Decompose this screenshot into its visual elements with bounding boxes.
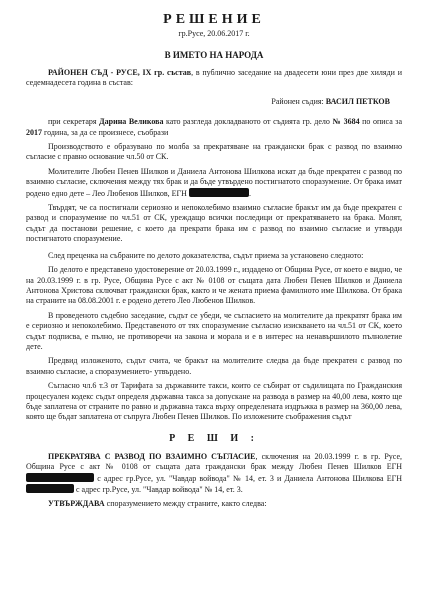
paragraph-secretary <box>26 117 402 138</box>
paragraph-court <box>26 68 402 89</box>
text-span: с адрес гр.Русе, ул. "Чавдар войвода" № 14, ет. 3 и Даниела Антонова Шилкова ЕГН <box>94 473 402 483</box>
text-span: при секретаря <box>48 117 100 127</box>
terminates-bold: ПРЕКРАТЯВА С РАЗВОД ПО ВЗАИМНО СЪГЛАСИЕ <box>48 451 256 461</box>
text-span: година, за да се произнесе, съобрази <box>42 127 169 137</box>
decides-heading: Р Е Ш И : <box>169 432 259 444</box>
redacted-block <box>189 188 249 197</box>
paragraph-approves <box>26 499 402 509</box>
paragraph-fees: Съгласно чл.6 т.3 от Тарифата за държавните такси, които се събират от съдилищата по Гражданския процесуален кодекс съдът определя държавна такса за допускане на развода в размер на 40,00 лева, която ще бъде заплатена от страните по равно и държавна такса върху определената издръжка в размер на 360,00 лева, която ще бъдат заплатена от съпруга Любен Пенев Шилков. По изложените съображения съдът <box>26 381 402 422</box>
judge-line <box>26 97 402 107</box>
text-span: по описа за <box>359 117 402 127</box>
court-text: , в публично заседание на двадесети юни през две хиляди и седемнадесета година в състав: <box>26 68 402 88</box>
paragraph-claims: Твърдят, че са постигнали сериозно и непоколебимо взаимно съгласие бракът им да бъде прекратен с развод и споразумение по чл.51 от СК, уреждащо всички последици от прекратяването на брака. Молят, съдът да постанови решение, с което да прекрати брака им с развод по взаимно съгласие и утвърди постигнатото споразумение. <box>26 203 402 244</box>
approves-bold: УТВЪРЖДАВА <box>48 499 105 509</box>
text-span: , сключения на 20.03.1999 г. в гр. Русе, Община Русе с акт № 0108 от същата дата граждански брак между Любен Пенев Шилков ЕГН <box>26 451 402 472</box>
text-span: като разгледа докладваното от съдията гр. дело <box>163 117 333 127</box>
paragraph-proceedings: Производството е образувано по молба за прекратяване на граждански брак с развод по взаимно съгласие с правно основание чл.50 от СК. <box>26 142 402 162</box>
text-span: с адрес гр.Русе, ул. "Чавдар войвода" № 14, ет. 3. <box>74 485 243 494</box>
court-name: РАЙОНЕН СЪД - РУСЕ, IX гр. състав <box>48 68 192 77</box>
paragraph-assessment: След преценка на събраните по делото доказателства, съдът приема за установено следното: <box>48 250 364 260</box>
redacted-block <box>26 484 74 493</box>
document-title: РЕШЕНИЕ <box>163 12 265 27</box>
secretary-name: Дарина Великова <box>99 117 164 127</box>
judge-name: ВАСИЛ ПЕТКОВ <box>325 96 390 106</box>
city-date: гр.Русе, 20.06.2017 г. <box>178 29 250 38</box>
paragraph-conclusion: Предвид изложеното, съдът счита, че бракът на молителите следва да бъде прекратен с развод по взаимно съгласие, а споразумението- утвърдено. <box>26 356 402 376</box>
judge-label: Районен съдия: <box>271 96 326 106</box>
paragraph-petitioners <box>26 167 402 199</box>
in-the-name-heading: В ИМЕТО НА НАРОДА <box>164 50 264 60</box>
text-span: Молителите Любен Пенев Шилков и Даниела Антонова Шилкова искат да бъде прекратен с развод по взаимно съгласие, сключения между тях брак и да бъде утвърдено постигнатото споразумение. От брака имат родено едно дете – Лео Любенов Шилков, ЕГН <box>26 166 402 198</box>
case-year: 2017 <box>26 127 42 137</box>
redacted-block <box>26 473 94 482</box>
text-span: споразумението между страните, както следва: <box>104 499 267 509</box>
paragraph-terminates <box>26 452 402 496</box>
case-number: № 3684 <box>332 117 360 127</box>
paragraph-certificate: По делото е представено удостоверение от 20.03.1999 г., издадено от Община Русе, от което е видно, че на 20.03.1999 г. в гр. Русе, Община Русе с акт № 0108 от същата дата Любен Пенев Шилков и Даниела Антонова Христова сключват граждански брак, както и че жената приема фамилното име Шилкова. От брака на страните на 08.08.2001 г. е родено детето Лео Любенов Шилков. <box>26 265 402 306</box>
text-span: . <box>248 188 251 198</box>
paragraph-hearing: В проведеното съдебно заседание, съдът се убеди, че съгласието на молителите да прекратят брака им е сериозно и непоколебимо. Представеното от тях споразумение съгласно изискването на чл.51 от СК, което съдът подписва, е пълно, не противоречи на закона и морала и е в интерес на ненавършилото пълнолетие дете. <box>26 310 402 351</box>
